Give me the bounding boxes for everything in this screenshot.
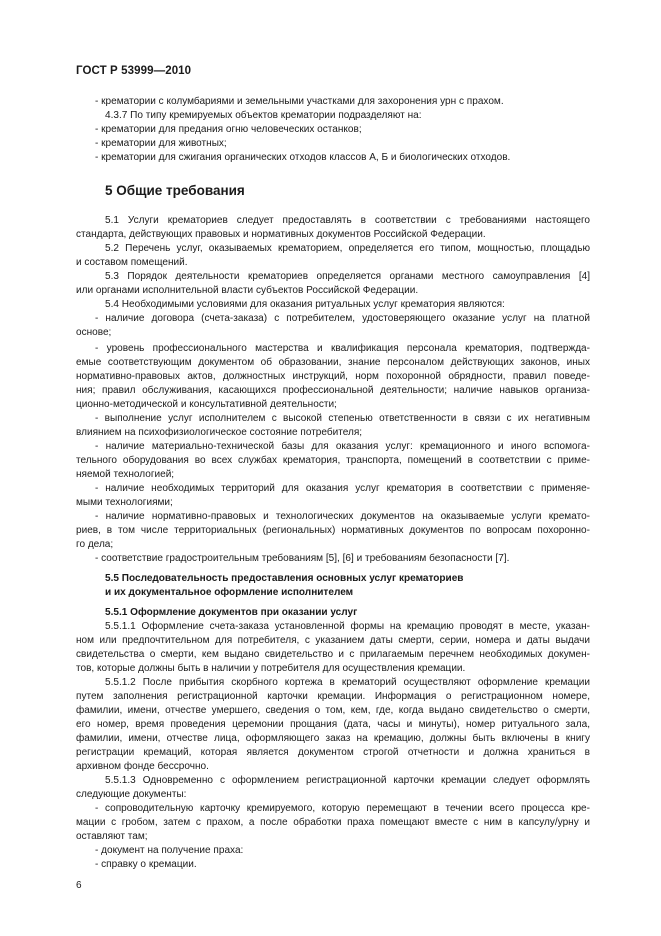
- text-line: - сопроводительную карточку кремируемого, которую перемещают в течении всего процесса кре-: [95, 803, 590, 814]
- text-line: архивном фонде бессрочно.: [76, 761, 209, 772]
- text-line: основе;: [76, 327, 112, 338]
- section-title: 5 Общие требования: [105, 183, 245, 198]
- text-line: стандарта, действующих правовых и нормативных документов Российской Федерации.: [76, 229, 486, 240]
- text-line: - справку о кремации.: [95, 859, 197, 870]
- text-line: 5.5 Последовательность предоставления основных услуг крематориев: [105, 573, 464, 584]
- text-line: или органами исполнительной власти субъектов Российской Федерации.: [76, 285, 419, 296]
- text-line: 5.5.1 Оформление документов при оказании услуг: [105, 607, 358, 618]
- text-line: путем заполнения регистрационной карточки кремации. Информация о регистрационном номере,: [76, 691, 590, 702]
- text-line: 4.3.7 По типу кремируемых объектов крематории подразделяют на:: [105, 110, 422, 121]
- text-line: 5.1 Услуги крематориев следует предоставлять в соответствии с требованиями настоящего: [105, 215, 590, 226]
- text-line: фамилии, имени, отчестве лица, оформляющего заказ на кремацию, должны быть включены в книгу: [76, 733, 590, 744]
- text-line: - крематории для предания огню человеческих останков;: [95, 124, 362, 135]
- text-line: ном или предпочтительном для потребителя, с указанием даты смерти, серии, номера и даты выдачи: [76, 635, 590, 646]
- text-line: ционно-методической и консультативной деятельности;: [76, 399, 337, 410]
- text-line: - крематории для животных;: [95, 138, 227, 149]
- text-line: мации с гробом, затем с прахом, а после обработки праха помещают вместе с ним в капсулу/урну и: [76, 817, 590, 828]
- text-line: его номер, время проведения церемонии прощания (дата, часы и минуты), номер ритуального зала,: [76, 719, 590, 730]
- text-line: мыми технологиями;: [76, 497, 173, 508]
- text-line: оставляют там;: [76, 831, 148, 842]
- text-line: тов, которые должны быть в наличии у потребителя для осуществления кремации.: [76, 663, 466, 674]
- text-line: и их документальное оформление исполнителем: [105, 587, 354, 598]
- text-line: и составом помещений.: [76, 257, 188, 268]
- text-line: ния; правил обслуживания, касающихся профессиональной деятельности; наличие навыков организа-: [76, 385, 590, 396]
- text-line: риев, в том числе территориальных (региональных) нормативных документов по вопросам похоронно-: [76, 525, 590, 536]
- text-line: - крематории для сжигания органических отходов классов А, Б и биологических отходов.: [95, 152, 511, 163]
- text-line: - наличие материально-технической базы для оказания услуг: кремационного и иного вспомога-: [95, 441, 590, 452]
- text-line: регистрации кремаций, которая является документом строгой отчетности и должна храниться в: [76, 747, 590, 758]
- text-line: емые соответствующим документом об образовании, знание персоналом действующих законов, иных: [76, 357, 590, 368]
- text-line: 5.3 Порядок деятельности крематориев определяется органами местного самоуправления [4]: [105, 271, 590, 282]
- text-line: - наличие договора (счета-заказа) с потребителем, удостоверяющего оказание услуг на платной: [95, 313, 590, 324]
- text-line: - наличие нормативно-правовых и технологических документов на оказываемые услуги кремато-: [95, 511, 590, 522]
- text-line: го дела;: [76, 539, 114, 550]
- text-line: - соответствие градостроительным требованиям [5], [6] и требованиям безопасности [7].: [95, 553, 510, 564]
- text-line: 5.5.1.2 После прибытия скорбного кортежа в крематорий осуществляют оформление кремации: [105, 677, 590, 688]
- page-number: 6: [76, 880, 82, 891]
- standard-header: ГОСТ Р 53999—2010: [76, 65, 192, 77]
- text-line: нормативно-правовых актов, должностных инструкций, норм похоронной обрядности, правил поведе-: [76, 371, 590, 382]
- text-line: - уровень профессионального мастерства и квалификация персонала крематория, подтвержда-: [95, 343, 590, 354]
- text-line: фамилии, имени, отчестве умершего, сведения о том, кем, где, когда выдано свидетельство о смерти,: [76, 705, 590, 716]
- text-line: - наличие необходимых территорий для оказания услуг крематория в соответствии с применяе-: [95, 483, 590, 494]
- text-line: - выполнение услуг исполнителем с высокой степенью ответственности в связи с их негативным: [95, 413, 590, 424]
- text-line: - крематории с колумбариями и земельными участками для захоронения урн с прахом.: [95, 96, 504, 107]
- text-line: - документ на получение праха:: [95, 845, 244, 856]
- text-line: 5.5.1.3 Одновременно с оформлением регистрационной карточки кремации следует оформлять: [105, 775, 590, 786]
- text-line: влиянием на психофизиологическое состояние потребителя;: [76, 427, 363, 438]
- text-line: 5.5.1.1 Оформление счета-заказа установленной формы на кремацию проводят в месте, указан-: [105, 621, 590, 632]
- text-line: 5.2 Перечень услуг, оказываемых крематорием, определяется его типом, мощностью, площадью: [105, 243, 590, 254]
- text-line: 5.4 Необходимыми условиями для оказания ритуальных услуг крематория являются:: [105, 299, 505, 310]
- text-line: следующие документы:: [76, 789, 187, 800]
- text-line: няемой технологией;: [76, 469, 175, 480]
- text-line: свидетельства о смерти, кем выдано свидетельство и с прилагаемым перечнем необходимых докумен-: [76, 649, 590, 660]
- text-line: тельного оборудования во всех службах крематория, транспорта, помещений в соответствии с приме-: [76, 455, 590, 466]
